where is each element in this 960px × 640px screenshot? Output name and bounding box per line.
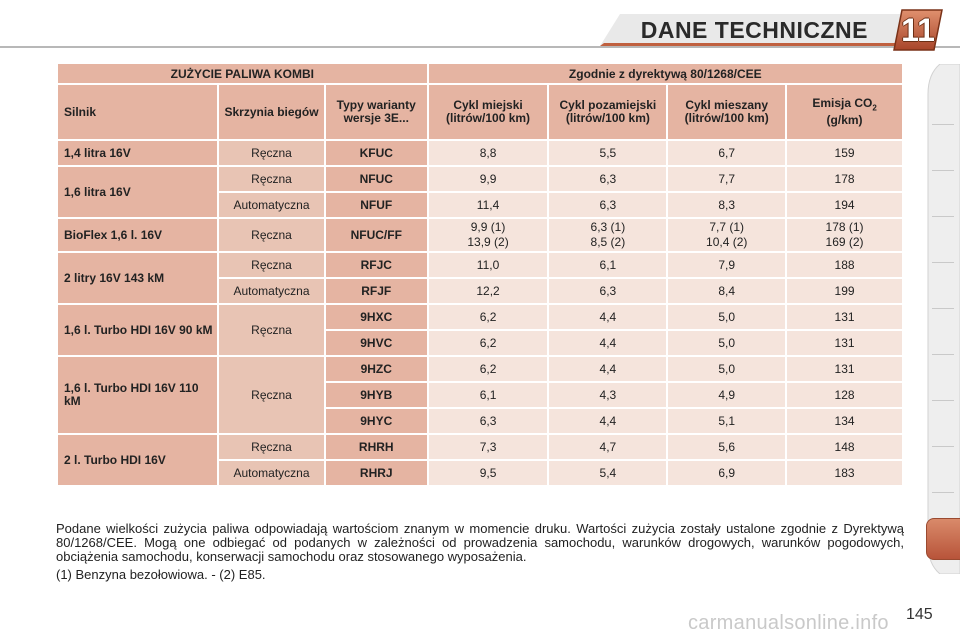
engine-cell: 1,6 l. Turbo HDI 16V 110 kM [58, 357, 217, 433]
extra-urban-value: 4,7 [549, 435, 666, 459]
urban-value: 6,2 [429, 331, 548, 355]
extra-urban-value: 6,1 [549, 253, 666, 277]
chapter-number: 11 [901, 12, 935, 48]
combined-value: 8,3 [668, 193, 785, 217]
co2-value: 178 [787, 167, 902, 191]
combined-value: 5,1 [668, 409, 785, 433]
co2-value: 159 [787, 141, 902, 165]
col-header-extra-urban: Cykl pozamiejski (litrów/100 km) [549, 85, 666, 139]
col-header-gearbox: Skrzynia biegów [219, 85, 324, 139]
co2-value: 199 [787, 279, 902, 303]
tab-divider [932, 354, 954, 355]
tab-divider [932, 216, 954, 217]
combined-value: 7,9 [668, 253, 785, 277]
urban-value: 6,2 [429, 357, 548, 381]
table-header-row [58, 85, 902, 139]
col-header-emission [787, 85, 902, 139]
tab-divider [932, 492, 954, 493]
emission-unit: (g/km) [826, 113, 863, 128]
extra-urban-value: 4,3 [549, 383, 666, 407]
extra-urban-value-petrol: 6,3 (1) [590, 220, 626, 234]
co2-value: 183 [787, 461, 902, 485]
combined-value: 5,0 [668, 331, 785, 355]
co2-value: 194 [787, 193, 902, 217]
extra-urban-value [549, 219, 666, 251]
variant-code: RHRH [326, 435, 427, 459]
co2-value: 131 [787, 357, 902, 381]
extra-urban-value-e85: 8,5 (2) [590, 235, 626, 249]
co2-value: 131 [787, 305, 902, 329]
tab-divider [932, 308, 954, 309]
variant-code: 9HYC [326, 409, 427, 433]
table-row [58, 305, 902, 329]
combined-value: 6,9 [668, 461, 785, 485]
co2-value: 148 [787, 435, 902, 459]
co2-value-petrol: 178 (1) [825, 220, 864, 234]
chapter-tab-active[interactable] [926, 518, 960, 560]
tab-divider [932, 124, 954, 125]
tab-divider [932, 262, 954, 263]
gearbox-cell: Ręczna [219, 305, 324, 355]
engine-cell: 1,6 l. Turbo HDI 16V 90 kM [58, 305, 217, 355]
consumption-note: Podane wielkości zużycia paliwa odpowiadają wartościom znanym w momencie druku. Wartości zużycia zostały ustalone zgodnie z Dyrektywą 80/1268/CEE. Mogą one odbiegać od podanych w zależności od prowadzenia samochodu, warunków drogowych, warunków pogodowych, obciążenia samochodu, konserwacji samochodu oraz stosowanego wyposażenia. [56, 521, 904, 564]
gearbox-cell: Ręczna [219, 167, 324, 191]
col-header-combined: Cykl mieszany (litrów/100 km) [668, 85, 785, 139]
co2-value: 128 [787, 383, 902, 407]
table-row [58, 357, 902, 381]
gearbox-cell: Automatyczna [219, 461, 324, 485]
combined-value: 6,7 [668, 141, 785, 165]
extra-urban-value: 6,3 [549, 279, 666, 303]
tab-divider [932, 170, 954, 171]
variant-code: 9HXC [326, 305, 427, 329]
col-header-urban: Cykl miejski (litrów/100 km) [429, 85, 548, 139]
variant-code: 9HZC [326, 357, 427, 381]
urban-value [429, 219, 548, 251]
extra-urban-value: 4,4 [549, 331, 666, 355]
gearbox-cell: Automatyczna [219, 193, 324, 217]
variant-code: 9HVC [326, 331, 427, 355]
page-number: 145 [906, 606, 933, 623]
combined-value-petrol: 7,7 (1) [709, 220, 745, 234]
co2-value: 188 [787, 253, 902, 277]
emission-label: Emisja CO [812, 95, 873, 110]
table-title-right: Zgodnie z dyrektywą 80/1268/CEE [429, 64, 902, 83]
header-rule [0, 46, 960, 48]
urban-value-e85: 13,9 (2) [467, 235, 509, 249]
urban-value: 9,5 [429, 461, 548, 485]
gearbox-cell: Ręczna [219, 219, 324, 251]
urban-value: 6,3 [429, 409, 548, 433]
table-title-row [58, 64, 902, 83]
gearbox-cell: Ręczna [219, 253, 324, 277]
combined-value: 5,6 [668, 435, 785, 459]
page-title: DANE TECHNICZNE [640, 17, 868, 43]
co2-value: 131 [787, 331, 902, 355]
watermark: carmanualsonline.info [688, 612, 889, 634]
urban-value: 12,2 [429, 279, 548, 303]
combined-value: 7,7 [668, 167, 785, 191]
table-row [58, 167, 902, 191]
urban-value: 9,9 [429, 167, 548, 191]
gearbox-cell: Ręczna [219, 141, 324, 165]
table-row [58, 435, 902, 459]
co2-value [787, 219, 902, 251]
urban-value: 11,0 [429, 253, 548, 277]
urban-value: 8,8 [429, 141, 548, 165]
extra-urban-value: 6,3 [549, 193, 666, 217]
tab-divider [932, 400, 954, 401]
variant-code: RHRJ [326, 461, 427, 485]
side-tab-strip [926, 64, 960, 574]
variant-code: 9HYB [326, 383, 427, 407]
engine-cell: 1,6 litra 16V [58, 167, 217, 217]
variant-code: NFUC/FF [326, 219, 427, 251]
fuel-consumption-table [56, 62, 904, 487]
extra-urban-value: 6,3 [549, 167, 666, 191]
extra-urban-value: 4,4 [549, 409, 666, 433]
variant-code: RFJF [326, 279, 427, 303]
extra-urban-value: 4,4 [549, 305, 666, 329]
table-row [58, 219, 902, 251]
gearbox-cell: Automatyczna [219, 279, 324, 303]
engine-cell: 2 litry 16V 143 kM [58, 253, 217, 303]
combined-value: 8,4 [668, 279, 785, 303]
extra-urban-value: 5,4 [549, 461, 666, 485]
tab-divider [932, 446, 954, 447]
extra-urban-value: 5,5 [549, 141, 666, 165]
table-row [58, 253, 902, 277]
co2-value-e85: 169 (2) [825, 235, 864, 249]
urban-value: 7,3 [429, 435, 548, 459]
table-title-left: ZUŻYCIE PALIWA KOMBI [58, 64, 427, 83]
variant-code: NFUC [326, 167, 427, 191]
engine-cell: 1,4 litra 16V [58, 141, 217, 165]
extra-urban-value: 4,4 [549, 357, 666, 381]
fuel-footnote: (1) Benzyna bezołowiowa. - (2) E85. [56, 567, 266, 582]
engine-cell: 2 l. Turbo HDI 16V [58, 435, 217, 485]
gearbox-cell: Ręczna [219, 435, 324, 459]
combined-value-e85: 10,4 (2) [706, 235, 748, 249]
combined-value: 5,0 [668, 305, 785, 329]
co2-value: 134 [787, 409, 902, 433]
combined-value: 5,0 [668, 357, 785, 381]
emission-subscript: 2 [872, 103, 877, 113]
variant-code: NFUF [326, 193, 427, 217]
gearbox-cell: Ręczna [219, 357, 324, 433]
table-row [58, 141, 902, 165]
combined-value: 4,9 [668, 383, 785, 407]
combined-value [668, 219, 785, 251]
urban-value: 6,2 [429, 305, 548, 329]
variant-code: KFUC [326, 141, 427, 165]
col-header-engine: Silnik [58, 85, 217, 139]
urban-value: 6,1 [429, 383, 548, 407]
variant-code: RFJC [326, 253, 427, 277]
col-header-variants: Typy warianty wersje 3E... [326, 85, 427, 139]
urban-value: 11,4 [429, 193, 548, 217]
engine-cell: BioFlex 1,6 l. 16V [58, 219, 217, 251]
urban-value-petrol: 9,9 (1) [470, 220, 506, 234]
